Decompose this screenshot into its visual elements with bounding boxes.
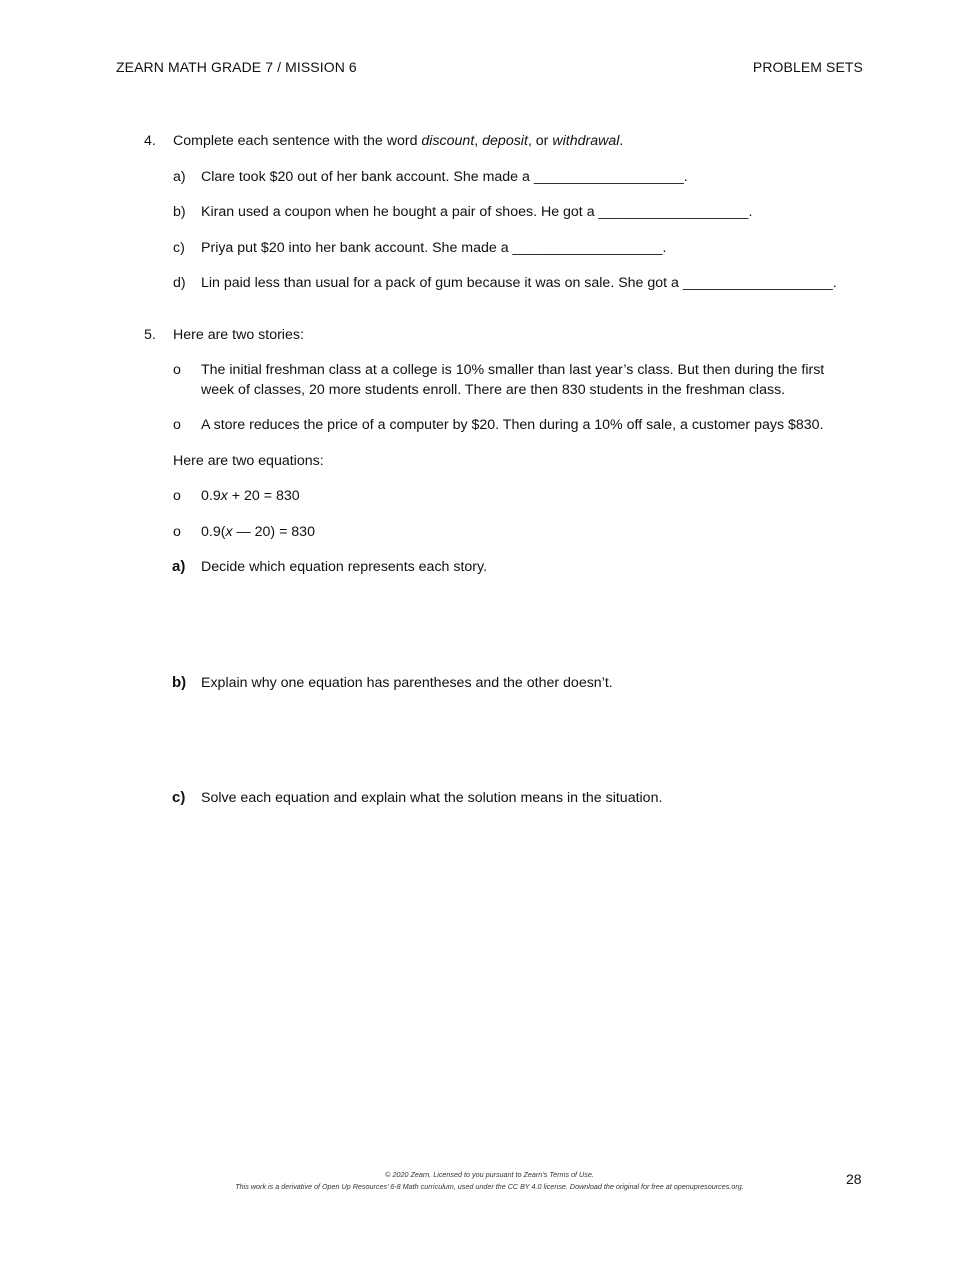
header-section: PROBLEM SETS	[752, 59, 863, 75]
bullet-marker: o	[173, 524, 181, 540]
bullet-marker: o	[173, 488, 181, 504]
fill-in-sentence: Clare took $20 out of her bank account. She made a ___________________.	[201, 169, 688, 185]
story-2: A store reduces the price of a computer by $20. Then during a 10% off sale, a customer pays $830.	[201, 417, 824, 433]
fill-in-sentence: Kiran used a coupon when he bought a pair of shoes. He got a ___________________.	[201, 204, 753, 220]
page-number: 28	[846, 1171, 862, 1187]
item-label: c)	[173, 240, 185, 256]
header-title: ZEARN MATH GRADE 7 / MISSION 6	[116, 59, 357, 75]
term-deposit: deposit	[482, 133, 528, 149]
part-label: b)	[172, 674, 187, 691]
story-1-continued: week of classes, 20 more students enroll. There are then 830 students in the freshman class.	[201, 382, 786, 398]
part-label: a)	[172, 558, 186, 575]
item-label: b)	[173, 204, 186, 220]
term-withdrawal: withdrawal	[552, 133, 620, 149]
fill-in-sentence: Priya put $20 into her bank account. She made a ___________________.	[201, 240, 667, 256]
part-label: c)	[172, 789, 186, 806]
equations-intro: Here are two equations:	[173, 453, 324, 469]
question-prompt: Complete each sentence with the word discount, deposit, or withdrawal.	[173, 133, 624, 149]
question-number: 5.	[144, 327, 156, 343]
question-number: 4.	[144, 133, 156, 149]
fill-in-sentence: Lin paid less than usual for a pack of gum because it was on sale. She got a ___________________.	[201, 275, 837, 291]
equation-2: 0.9(x — 20) = 830	[201, 524, 315, 540]
part-b-prompt: Explain why one equation has parentheses and the other doesn’t.	[201, 675, 613, 691]
story-1: The initial freshman class at a college is 10% smaller than last year’s class. But then during the first	[201, 362, 825, 378]
item-label: d)	[173, 275, 186, 291]
equation-1: 0.9x + 20 = 830	[201, 488, 300, 504]
bullet-marker: o	[173, 362, 181, 378]
part-a-prompt: Decide which equation represents each story.	[201, 559, 488, 575]
footer-attribution: This work is a derivative of Open Up Resources’ 6-8 Math curriculum, used under the CC BY 4.0 license. Download the original for free at openupresources.org.	[235, 1182, 744, 1191]
bullet-marker: o	[173, 417, 181, 433]
item-label: a)	[173, 169, 186, 185]
term-discount: discount	[421, 133, 475, 149]
footer-license: © 2020 Zearn. Licensed to you pursuant to Zearn’s Terms of Use.	[385, 1170, 594, 1179]
part-c-prompt: Solve each equation and explain what the solution means in the situation.	[201, 790, 663, 806]
stories-intro: Here are two stories:	[173, 327, 304, 343]
